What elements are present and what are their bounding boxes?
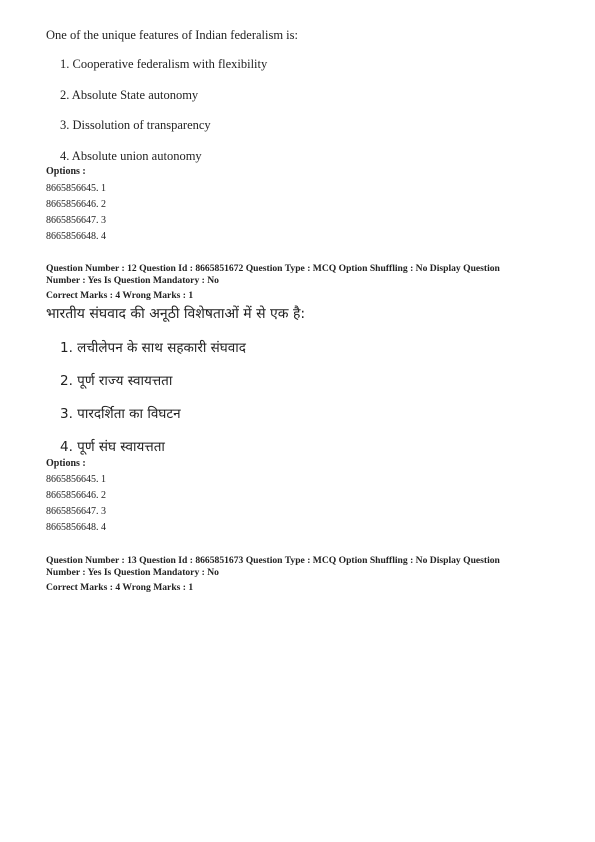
question-12-options-label: Options : — [46, 458, 86, 469]
question-12-text: भारतीय संघवाद की अनूठी विशेषताओं में से एक है: — [46, 306, 306, 322]
question-12-meta-line-2: Number : Yes Is Question Mandatory : No — [46, 275, 219, 286]
question-11-option-id-3: 8665856647. 3 — [46, 215, 106, 226]
question-11-option-id-1: 8665856645. 1 — [46, 183, 106, 194]
question-11-option-id-4: 8665856648. 4 — [46, 231, 106, 242]
question-12-option-2: 2. पूर्ण राज्य स्वायत्तता — [60, 373, 173, 389]
question-12-option-4: 4. पूर्ण संघ स्वायत्तता — [60, 439, 165, 455]
question-11-option-id-2: 8665856646. 2 — [46, 199, 106, 210]
question-11-option-3: 3. Dissolution of transparency — [60, 118, 211, 132]
question-12-option-1: 1. लचीलेपन के साथ सहकारी संघवाद — [60, 340, 246, 356]
question-12-option-3: 3. पारदर्शिता का विघटन — [60, 406, 181, 422]
question-13-meta-line-1: Question Number : 13 Question Id : 8665851673 Question Type : MCQ Option Shuffling : No Display Question — [46, 555, 500, 566]
question-11-option-2: 2. Absolute State autonomy — [60, 88, 199, 102]
question-11-option-4: 4. Absolute union autonomy — [60, 149, 202, 163]
question-11-option-1: 1. Cooperative federalism with flexibility — [60, 57, 268, 71]
question-11-options-label: Options : — [46, 166, 86, 177]
question-12-option-id-3: 8665856647. 3 — [46, 506, 106, 517]
question-12-option-id-4: 8665856648. 4 — [46, 522, 106, 533]
question-12-marks: Correct Marks : 4 Wrong Marks : 1 — [46, 290, 194, 301]
question-12-meta-line-1: Question Number : 12 Question Id : 8665851672 Question Type : MCQ Option Shuffling : No Display Question — [46, 263, 500, 274]
question-12-option-id-2: 8665856646. 2 — [46, 490, 106, 501]
question-13-meta-line-2: Number : Yes Is Question Mandatory : No — [46, 567, 219, 578]
question-11-text: One of the unique features of Indian federalism is: — [46, 28, 298, 42]
question-13-marks: Correct Marks : 4 Wrong Marks : 1 — [46, 582, 194, 593]
question-12-option-id-1: 8665856645. 1 — [46, 474, 106, 485]
